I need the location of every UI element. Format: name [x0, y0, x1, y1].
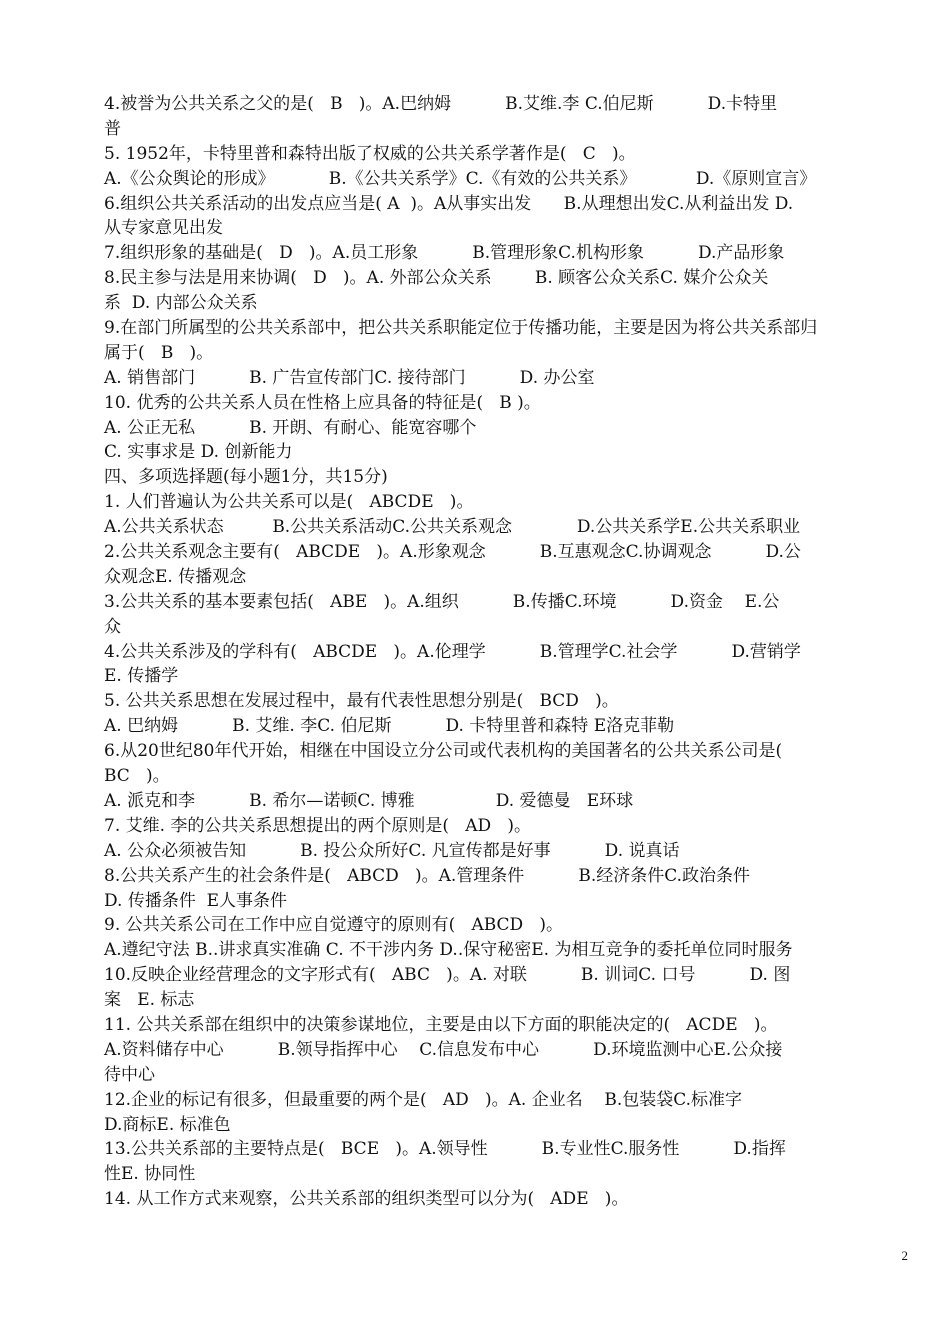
- text-line: 13.公共关系部的主要特点是( BCE )。A.领导性 B.专业性C.服务性 D.指挥: [104, 1139, 786, 1160]
- text-line: 7. 艾维. 李的公共关系思想提出的两个原则是( AD )。: [104, 815, 532, 836]
- text-line: 3.公共关系的基本要素包括( ABE )。A.组织 B.传播C.环境 D.资金 E.公: [104, 591, 780, 612]
- text-line: 1. 人们普遍认为公共关系可以是( ABCDE )。: [104, 492, 474, 513]
- text-line: 众观念E. 传播观念: [104, 566, 247, 587]
- text-line: 案 E. 标志: [104, 990, 195, 1011]
- text-line: 众: [104, 616, 121, 637]
- text-line: 11. 公共关系部在组织中的决策参谋地位，主要是由以下方面的职能决定的( ACDE )。: [104, 1014, 778, 1035]
- text-line: A.《公众舆论的形成》 B.《公共关系学》C.《有效的公共关系》 D.《原则宣言》: [104, 168, 817, 189]
- text-line: 5. 公共关系思想在发展过程中，最有代表性思想分别是( BCD )。: [104, 691, 619, 712]
- text-line: 9.在部门所属型的公共关系部中，把公共关系职能定位于传播功能，主要是因为将公共关系部归: [104, 318, 818, 339]
- text-line: 待中心: [104, 1064, 155, 1085]
- text-line: 从专家意见出发: [104, 218, 223, 239]
- text-line: BC )。: [104, 766, 170, 787]
- text-line: 系 D. 内部公众关系: [104, 293, 258, 314]
- text-line: D. 传播条件 E人事条件: [104, 890, 288, 911]
- text-line: 7.组织形象的基础是( D )。A.员工形象 B.管理形象C.机构形象 D.产品形象: [104, 243, 785, 264]
- text-line: 6.从20世纪80年代开始，相继在中国设立分公司或代表机构的美国著名的公共关系公司是(: [104, 741, 783, 762]
- text-line: 性E. 协同性: [104, 1164, 196, 1185]
- text-line: 10.反映企业经营理念的文字形式有( ABC )。A. 对联 B. 训词C. 口号 D. 图: [104, 965, 791, 986]
- text-line: 4.公共关系涉及的学科有( ABCDE )。A.伦理学 B.管理学C.社会学 D.营销学: [104, 641, 801, 662]
- text-line: A. 巴纳姆 B. 艾维. 李C. 伯尼斯 D. 卡特里普和森特 E洛克菲勒: [104, 716, 675, 737]
- text-line: 10. 优秀的公共关系人员在性格上应具备的特征是( B )。: [104, 392, 541, 413]
- text-line: A.公共关系状态 B.公共关系活动C.公共关系观念 D.公共关系学E.公共关系职业: [104, 517, 801, 538]
- text-line: 属于( B )。: [104, 342, 214, 363]
- text-line: 8.公共关系产生的社会条件是( ABCD )。A.管理条件 B.经济条件C.政治条件: [104, 865, 751, 886]
- text-line: A.资料储存中心 B.领导指挥中心 C.信息发布中心 D.环境监测中心E.公众接: [104, 1039, 783, 1060]
- text-line: A. 销售部门 B. 广告宣传部门C. 接待部门 D. 办公室: [104, 367, 595, 388]
- text-line: 4.被誉为公共关系之父的是( B )。A.巴纳姆 B.艾维.李 C.伯尼斯 D.卡特里: [104, 94, 778, 114]
- text-line: C. 实事求是 D. 创新能力: [104, 442, 293, 463]
- text-line: A.遵纪守法 B..讲求真实准确 C. 不干涉内务 D..保守秘密E. 为相互竞争的委托单位同时服务: [104, 940, 793, 961]
- document-body: [104, 92, 908, 1212]
- text-line: A. 公众必须被告知 B. 投公众所好C. 凡宣传都是好事 D. 说真话: [104, 840, 680, 861]
- text-line: D.商标E. 标准色: [104, 1114, 231, 1135]
- text-line: E. 传播学: [104, 666, 179, 687]
- text-line: A. 公正无私 B. 开朗、有耐心、能宽容哪个: [104, 417, 477, 438]
- text-line: 5. 1952年，卡特里普和森特出版了权威的公共关系学著作是( C )。: [104, 143, 636, 164]
- text-line: 14. 从工作方式来观察，公共关系部的组织类型可以分为( ADE )。: [104, 1189, 629, 1210]
- text-line: 9. 公共关系公司在工作中应自觉遵守的原则有( ABCD )。: [104, 915, 564, 936]
- text-line: 12.企业的标记有很多，但最重要的两个是( AD )。A. 企业名 B.包装袋C.标准字: [104, 1089, 743, 1110]
- page-number: 2: [901, 1248, 908, 1263]
- text-line: 2.公共关系观念主要有( ABCDE )。A.形象观念 B.互惠观念C.协调观念 D.公: [104, 542, 801, 563]
- text-line: A. 派克和李 B. 希尔—诺顿C. 博雅 D. 爱德曼 E环球: [104, 790, 634, 811]
- text-line: 普: [104, 118, 121, 139]
- text-line: 6.组织公共关系活动的出发点应当是( A )。A从事实出发 B.从理想出发C.从利益出发 D.: [104, 193, 794, 214]
- text-line: 四、多项选择题(每小题1分，共15分): [104, 467, 388, 488]
- text-line: 8.民主参与法是用来协调( D )。A. 外部公众关系 B. 顾客公众关系C. 媒介公众关: [104, 268, 769, 289]
